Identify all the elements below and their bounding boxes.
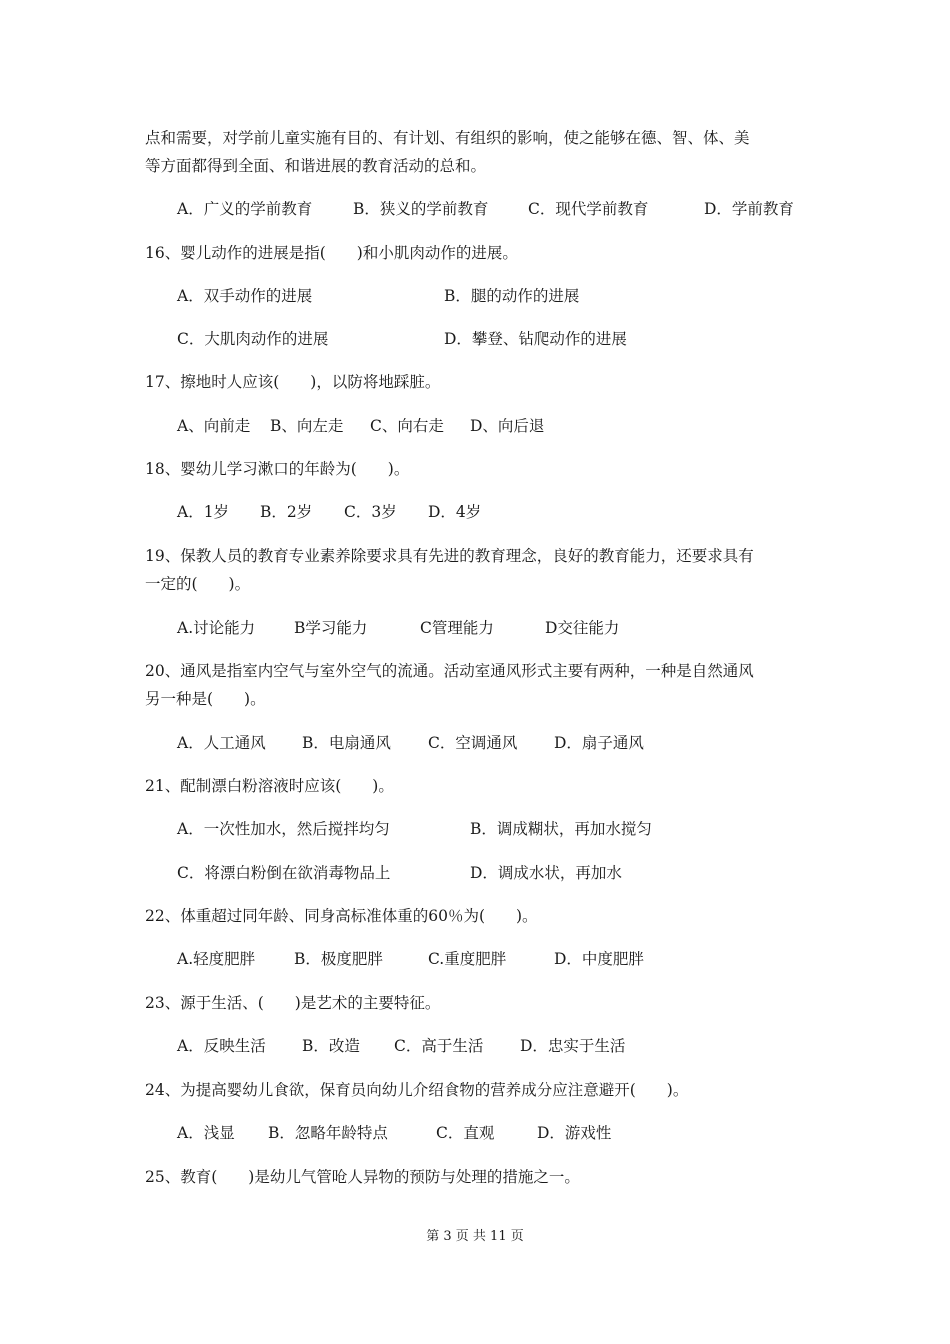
option-d: D交往能力 [545,619,620,637]
question-stem: 21、配制漂白粉溶液时应该( )。 [145,777,394,795]
option-d: D、向后退 [470,417,545,435]
option-d: D．扇子通风 [554,734,644,752]
option-b: B、向左走 [270,417,344,435]
question-stem: 25、教育( )是幼儿气管呛人异物的预防与处理的措施之一。 [145,1168,580,1186]
question-stem: 23、源于生活、( )是艺术的主要特征。 [145,994,441,1012]
option-c: C．直观 [436,1124,495,1142]
option-c: C.重度肥胖 [428,950,507,968]
option-c: C．将漂白粉倒在欲消毒物品上 [177,864,391,882]
option-a: A．人工通风 [177,734,266,752]
question-stem: 18、婴幼儿学习漱口的年龄为( )。 [145,460,410,478]
option-b: B．极度肥胖 [294,950,383,968]
question-stem: 19、保教人员的教育专业素养除要求具有先进的教育理念，良好的教育能力，还要求具有 [145,547,754,565]
option-b: B．狭义的学前教育 [353,200,489,218]
option-c: C、向右走 [370,417,444,435]
option-d: D．4岁 [428,503,482,521]
option-a: A.轻度肥胖 [177,950,256,968]
option-b: B．2岁 [260,503,313,521]
option-d: D．调成水状，再加水 [470,864,622,882]
question-stem: 一定的( )。 [145,575,251,593]
option-c: C．高于生活 [394,1037,484,1055]
option-a: A.讨论能力 [177,619,256,637]
question-stem: 另一种是( )。 [145,690,266,708]
option-a: A．浅显 [177,1124,235,1142]
question-stem: 20、通风是指室内空气与室外空气的流通。活动室通风形式主要有两种，一种是自然通风 [145,662,754,680]
question-stem: 16、婴儿动作的进展是指( )和小肌肉动作的进展。 [145,244,518,262]
option-b: B．改造 [302,1037,360,1055]
option-a: A．1岁 [177,503,230,521]
option-a: A．一次性加水，然后搅拌均匀 [177,820,390,838]
option-b: B学习能力 [294,619,368,637]
option-b: B．电扇通风 [302,734,391,752]
paragraph-line: 等方面都得到全面、和谐进展的教育活动的总和。 [145,157,487,175]
question-stem: 22、体重超过同年龄、同身高标准体重的60％为( )。 [145,907,538,925]
question-stem: 24、为提高婴幼儿食欲，保育员向幼儿介绍食物的营养成分应注意避开( )。 [145,1081,689,1099]
option-c: C．大肌肉动作的进展 [177,330,329,348]
option-b: B．腿的动作的进展 [444,287,580,305]
option-d: D．攀登、钻爬动作的进展 [444,330,627,348]
option-c: C．现代学前教育 [528,200,649,218]
page-number: 第 3 页 共 11 页 [426,1229,524,1244]
option-b: B．忽略年龄特点 [268,1124,388,1142]
question-stem: 17、擦地时人应该( )，以防将地踩脏。 [145,373,441,391]
paragraph-line: 点和需要，对学前儿童实施有目的、有计划、有组织的影响，使之能够在德、智、体、美 [145,129,750,147]
option-d: D．忠实于生活 [520,1037,626,1055]
option-d: D．中度肥胖 [554,950,644,968]
option-a: A、向前走 [177,417,251,435]
option-b: B．调成糊状，再加水搅匀 [470,820,652,838]
option-a: A．广义的学前教育 [177,200,313,218]
option-a: A．双手动作的进展 [177,287,313,305]
option-d: D．学前教育 [704,200,794,218]
option-c: C．3岁 [344,503,397,521]
option-d: D．游戏性 [537,1124,612,1142]
option-c: C．空调通风 [428,734,518,752]
option-c: C管理能力 [420,619,494,637]
option-a: A．反映生活 [177,1037,266,1055]
